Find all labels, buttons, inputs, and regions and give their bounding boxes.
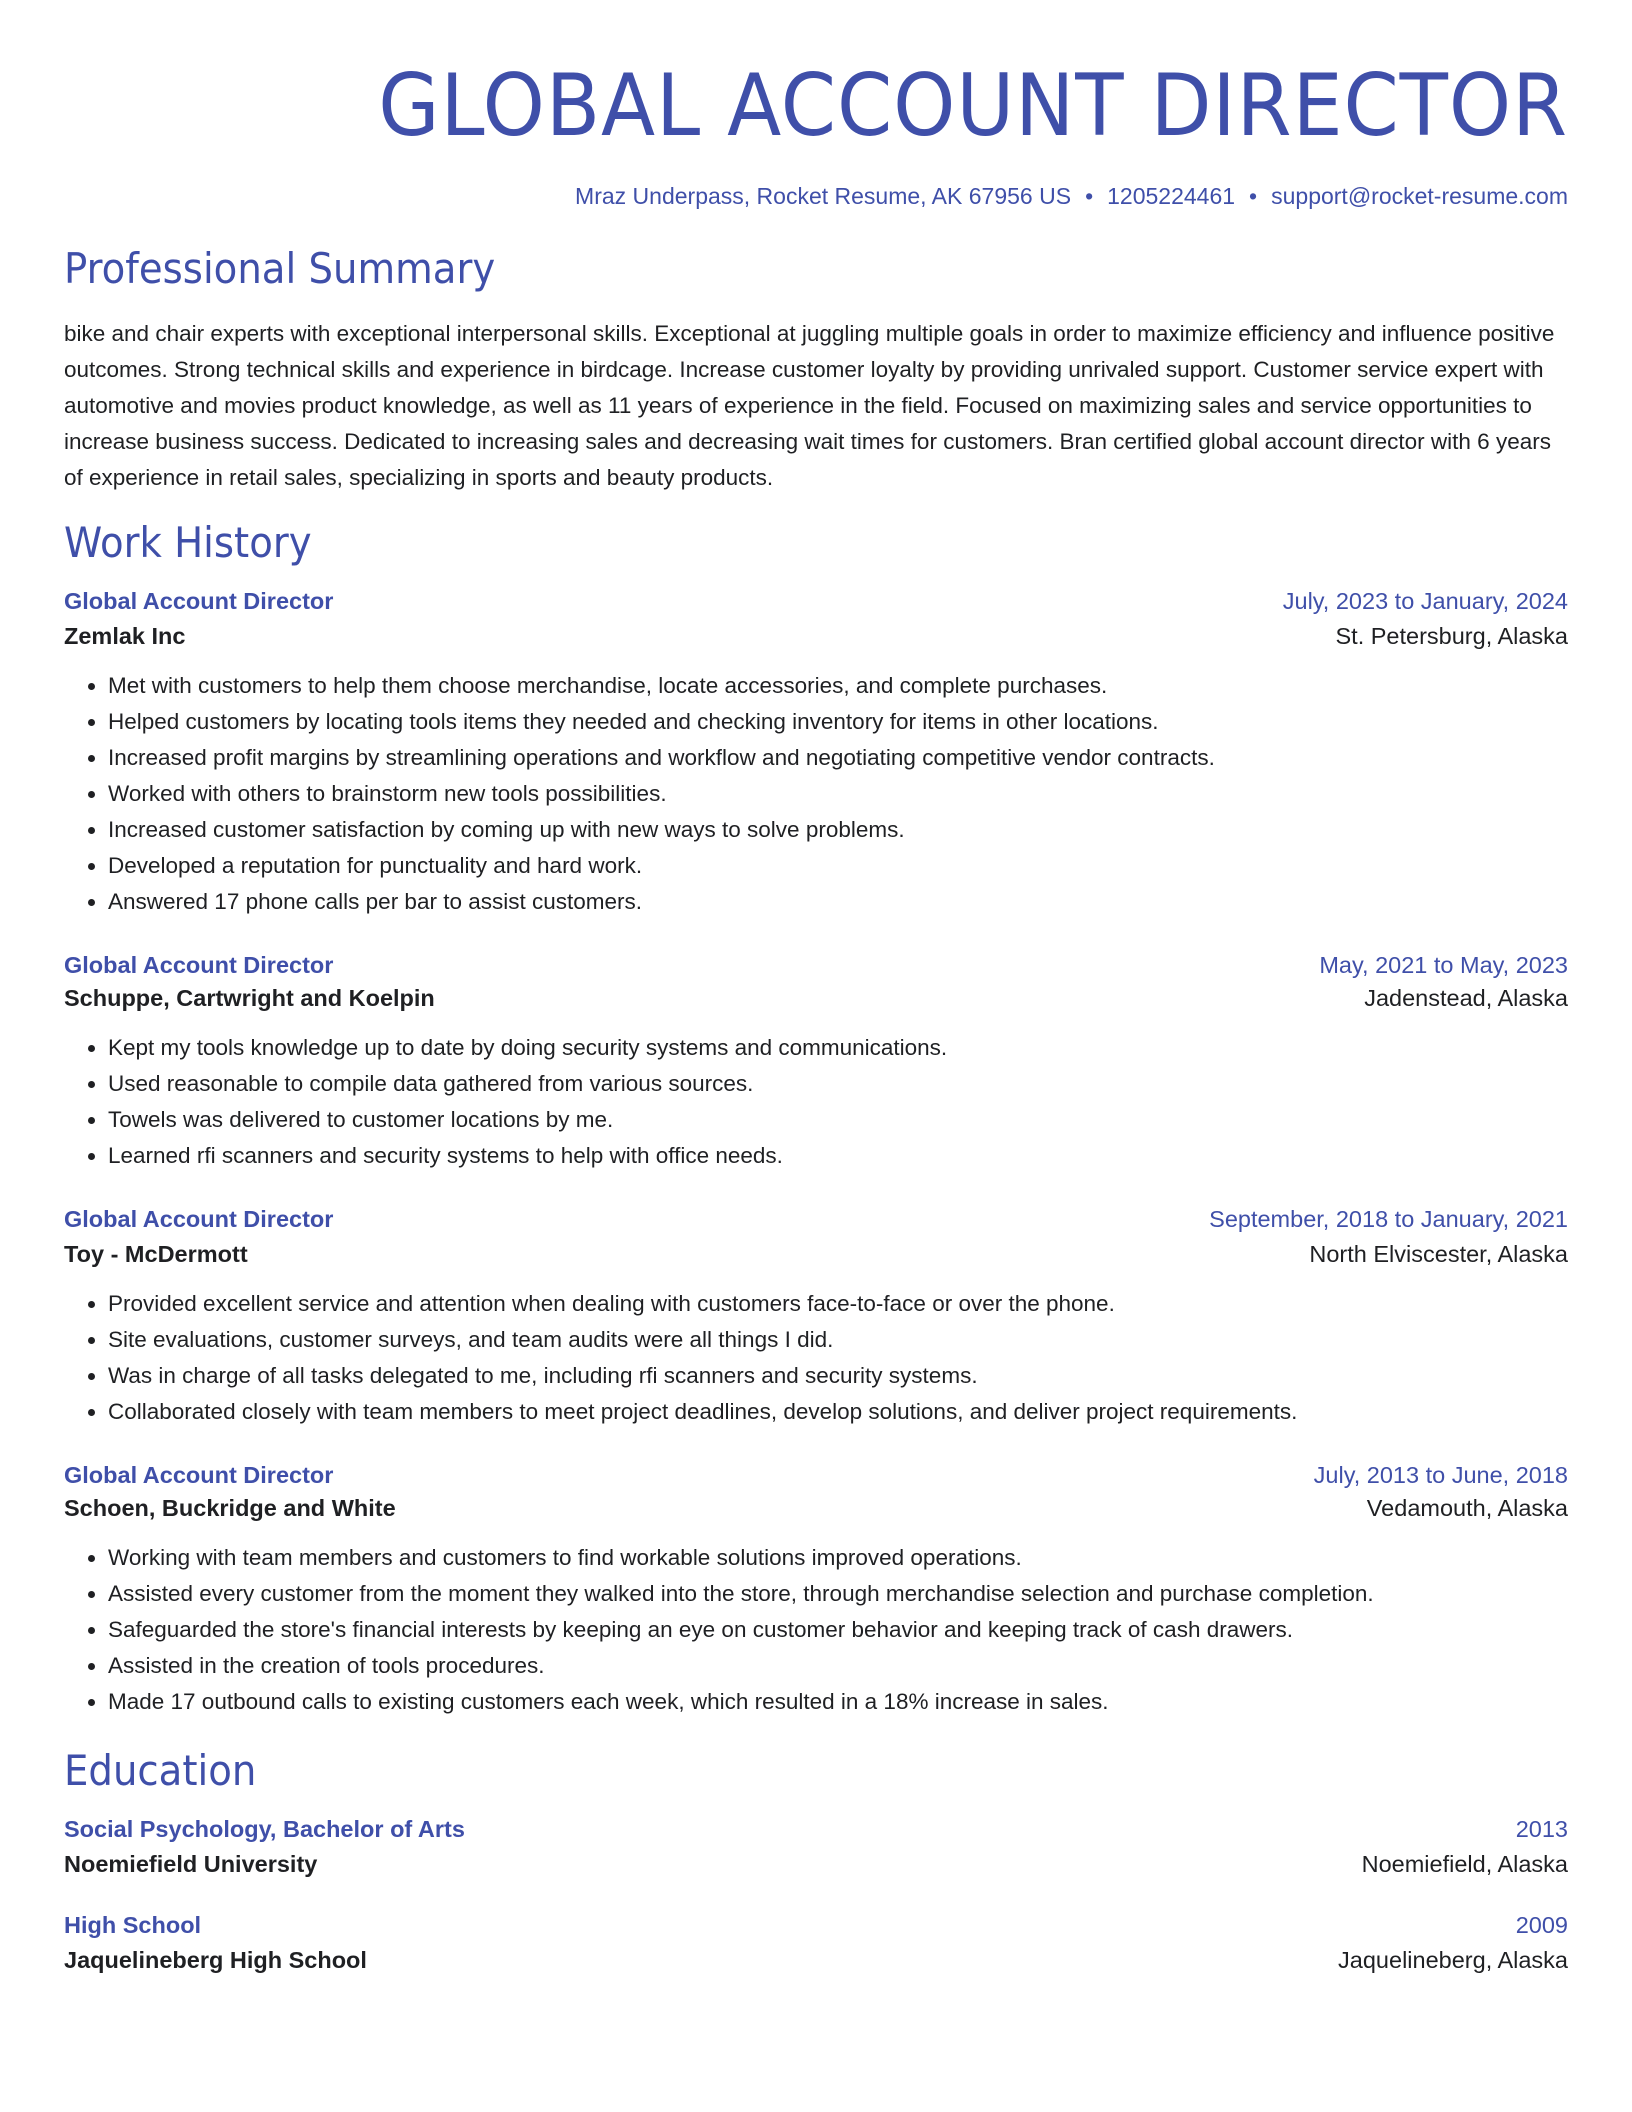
contact-separator: •: [1085, 183, 1094, 209]
job-title: Global Account Director: [64, 588, 334, 614]
education-subheader: [64, 1851, 1568, 1878]
job-location: Jadenstead, Alaska: [1364, 985, 1568, 1011]
job-location: Vedamouth, Alaska: [1366, 1495, 1568, 1521]
contact-phone: 1205224461: [1107, 183, 1236, 209]
section-heading-work-history: Work History: [64, 518, 312, 567]
education-subheader: [64, 1947, 1568, 1974]
job-company: Schuppe, Cartwright and Koelpin: [64, 985, 435, 1011]
job-bullet: • Increased profit margins by streamlining operations and workflow and negotiating competitive vendor contracts.: [108, 740, 1568, 776]
education-degree: High School: [64, 1912, 202, 1938]
contact-separator: •: [1249, 183, 1258, 209]
job-bullet: • Assisted every customer from the moment they walked into the store, through merchandise selection and purchase completion.: [108, 1576, 1568, 1612]
job-header: [64, 1462, 1568, 1489]
education-location: Jaquelineberg, Alaska: [1338, 1947, 1568, 1973]
contact-line: [64, 180, 1568, 212]
job-bullet: • Was in charge of all tasks delegated to me, including rfi scanners and security systems.: [108, 1358, 1568, 1394]
job-header: [64, 952, 1568, 979]
job-dates: September, 2018 to January, 2021: [1209, 1206, 1568, 1232]
job-title: Global Account Director: [64, 952, 334, 978]
job-subheader: [64, 1495, 1568, 1522]
job-bullet: • Towels was delivered to customer locations by me.: [108, 1102, 1568, 1138]
education-year: 2009: [1515, 1912, 1568, 1938]
education-header: [64, 1912, 1568, 1939]
job-bullets: [64, 1540, 1568, 1720]
job-subheader: [64, 1241, 1568, 1268]
resume-page: [64, 56, 1568, 1974]
job-location: North Elviscester, Alaska: [1309, 1241, 1568, 1267]
job-bullet: • Helped customers by locating tools items they needed and checking inventory for items in other locations.: [108, 704, 1568, 740]
job-bullet: • Working with team members and customers to find workable solutions improved operations.: [108, 1540, 1568, 1576]
contact-email[interactable]: support@rocket-resume.com: [1271, 183, 1568, 209]
job-bullet: • Made 17 outbound calls to existing customers each week, which resulted in a 18% increase in sales.: [108, 1684, 1568, 1720]
job-bullet: • Kept my tools knowledge up to date by doing security systems and communications.: [108, 1030, 1568, 1066]
job-company: Toy - McDermott: [64, 1241, 248, 1267]
summary-section: [64, 242, 1568, 496]
job-bullet: • Used reasonable to compile data gathered from various sources.: [108, 1066, 1568, 1102]
job-header: [64, 588, 1568, 615]
education-section: [64, 1744, 1568, 1974]
job-bullet: • Worked with others to brainstorm new tools possibilities.: [108, 776, 1568, 812]
work-history-section: [64, 516, 1568, 1720]
education-entry: [64, 1816, 1568, 1878]
job-bullets: [64, 1030, 1568, 1174]
job-entry: [64, 952, 1568, 1174]
job-bullet: • Met with customers to help them choose merchandise, locate accessories, and complete purchases.: [108, 668, 1568, 704]
education-location: Noemiefield, Alaska: [1361, 1851, 1568, 1877]
education-degree: Social Psychology, Bachelor of Arts: [64, 1816, 465, 1842]
resume-title: GLOBAL ACCOUNT DIRECTOR: [378, 56, 1568, 156]
education-school: Noemiefield University: [64, 1851, 318, 1877]
job-company: Zemlak Inc: [64, 623, 186, 649]
job-subheader: [64, 623, 1568, 650]
job-bullet: • Assisted in the creation of tools procedures.: [108, 1648, 1568, 1684]
job-bullet: • Increased customer satisfaction by coming up with new ways to solve problems.: [108, 812, 1568, 848]
job-dates: July, 2023 to January, 2024: [1282, 588, 1568, 614]
education-entry: [64, 1912, 1568, 1974]
job-entry: [64, 1206, 1568, 1430]
job-location: St. Petersburg, Alaska: [1335, 623, 1568, 649]
job-bullet: • Collaborated closely with team members to meet project deadlines, develop solutions, and deliver project requirements.: [108, 1394, 1568, 1430]
section-heading-summary: Professional Summary: [64, 244, 496, 293]
summary-text: bike and chair experts with exceptional interpersonal skills. Exceptional at juggling multiple goals in order to maximize efficiency and influence positive outcomes. Strong technical skills and experience in birdcage. Increase customer loyalty by providing unrivaled support. Customer service expert with automotive and movies product knowledge, as well as 11 years of experience in the field. Focused on maximizing sales and service opportunities to increase business success. Dedicated to increasing sales and decreasing wait times for customers. Bran certified global account director with 6 years of experience in retail sales, specializing in sports and beauty products.: [64, 321, 1555, 490]
job-dates: May, 2021 to May, 2023: [1319, 952, 1568, 978]
education-school: Jaquelineberg High School: [64, 1947, 367, 1973]
education-year: 2013: [1515, 1816, 1568, 1842]
job-subheader: [64, 985, 1568, 1012]
job-bullet: • Safeguarded the store's financial interests by keeping an eye on customer behavior and keeping track of cash drawers.: [108, 1612, 1568, 1648]
job-bullet: • Site evaluations, customer surveys, and team audits were all things I did.: [108, 1322, 1568, 1358]
job-title: Global Account Director: [64, 1462, 334, 1488]
job-header: [64, 1206, 1568, 1233]
section-heading-education: Education: [64, 1746, 257, 1795]
job-bullet: • Provided excellent service and attention when dealing with customers face-to-face or over the phone.: [108, 1286, 1568, 1322]
job-bullets: [64, 1286, 1568, 1430]
job-entry: [64, 1462, 1568, 1720]
job-entry: [64, 588, 1568, 920]
job-title: Global Account Director: [64, 1206, 334, 1232]
contact-address: Mraz Underpass, Rocket Resume, AK 67956 US: [575, 183, 1072, 209]
job-bullet: • Answered 17 phone calls per bar to assist customers.: [108, 884, 1568, 920]
education-header: [64, 1816, 1568, 1843]
job-bullets: [64, 668, 1568, 920]
job-company: Schoen, Buckridge and White: [64, 1495, 396, 1521]
job-dates: July, 2013 to June, 2018: [1313, 1462, 1568, 1488]
job-bullet: • Learned rfi scanners and security systems to help with office needs.: [108, 1138, 1568, 1174]
job-bullet: • Developed a reputation for punctuality and hard work.: [108, 848, 1568, 884]
